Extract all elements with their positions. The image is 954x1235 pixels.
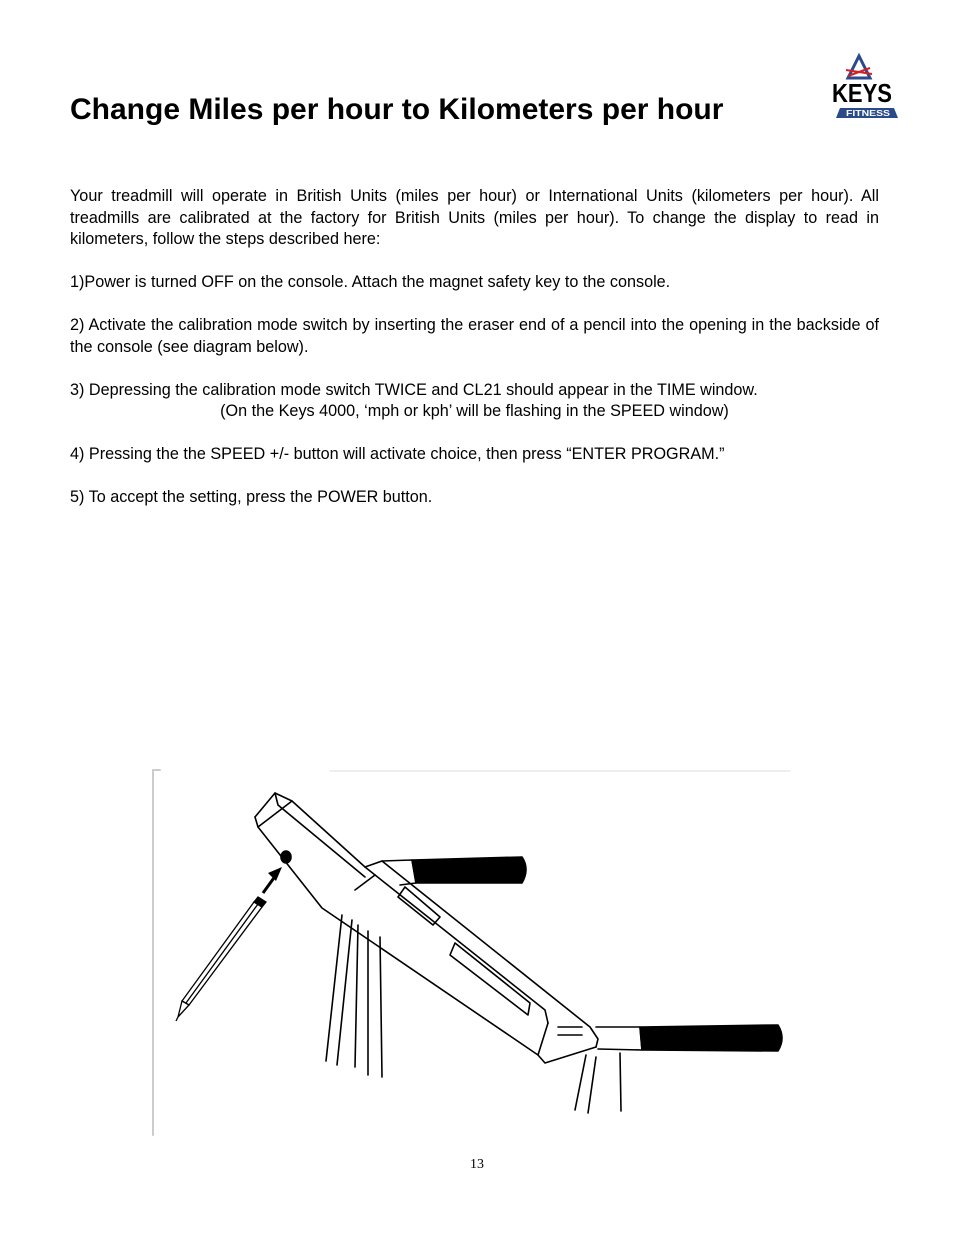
svg-text:KEYS: KEYS (832, 78, 892, 108)
svg-text:FITNESS: FITNESS (846, 109, 891, 118)
step-3 (70, 380, 879, 423)
keys-fitness-logo (826, 52, 900, 120)
intro-paragraph: Your treadmill will operate in British Units (miles per hour) or International Units (kilometers per hour). All treadmills are calibrated at the factory for British Units (miles per hour). To change the display to read in kilometers, follow the steps described here: (70, 187, 879, 248)
pencil-icon (176, 897, 266, 1021)
step-1: 1)Power is turned OFF on the console. Attach the magnet safety key to the console. (70, 273, 671, 291)
step-5: 5) To accept the setting, press the POWER button. (70, 488, 433, 506)
step-4: 4) Pressing the the SPEED +/- button will activate choice, then press “ENTER PROGRAM.” (70, 445, 725, 463)
page-title: Change Miles per hour to Kilometers per hour (70, 93, 724, 126)
step-3-text: 3) Depressing the calibration mode switch TWICE and CL21 should appear in the TIME window. (70, 380, 758, 399)
instructions (70, 186, 879, 509)
page-number: 13 (470, 1157, 484, 1172)
treadmill-console-drawing (150, 765, 802, 1143)
step-3-note: (On the Keys 4000, ‘mph or kph’ will be flashing in the SPEED window) (220, 402, 729, 420)
arrow-icon (263, 867, 282, 893)
step-2: 2) Activate the calibration mode switch by inserting the eraser end of a pencil into the opening in the backside of the console (see diagram below). (70, 316, 879, 356)
